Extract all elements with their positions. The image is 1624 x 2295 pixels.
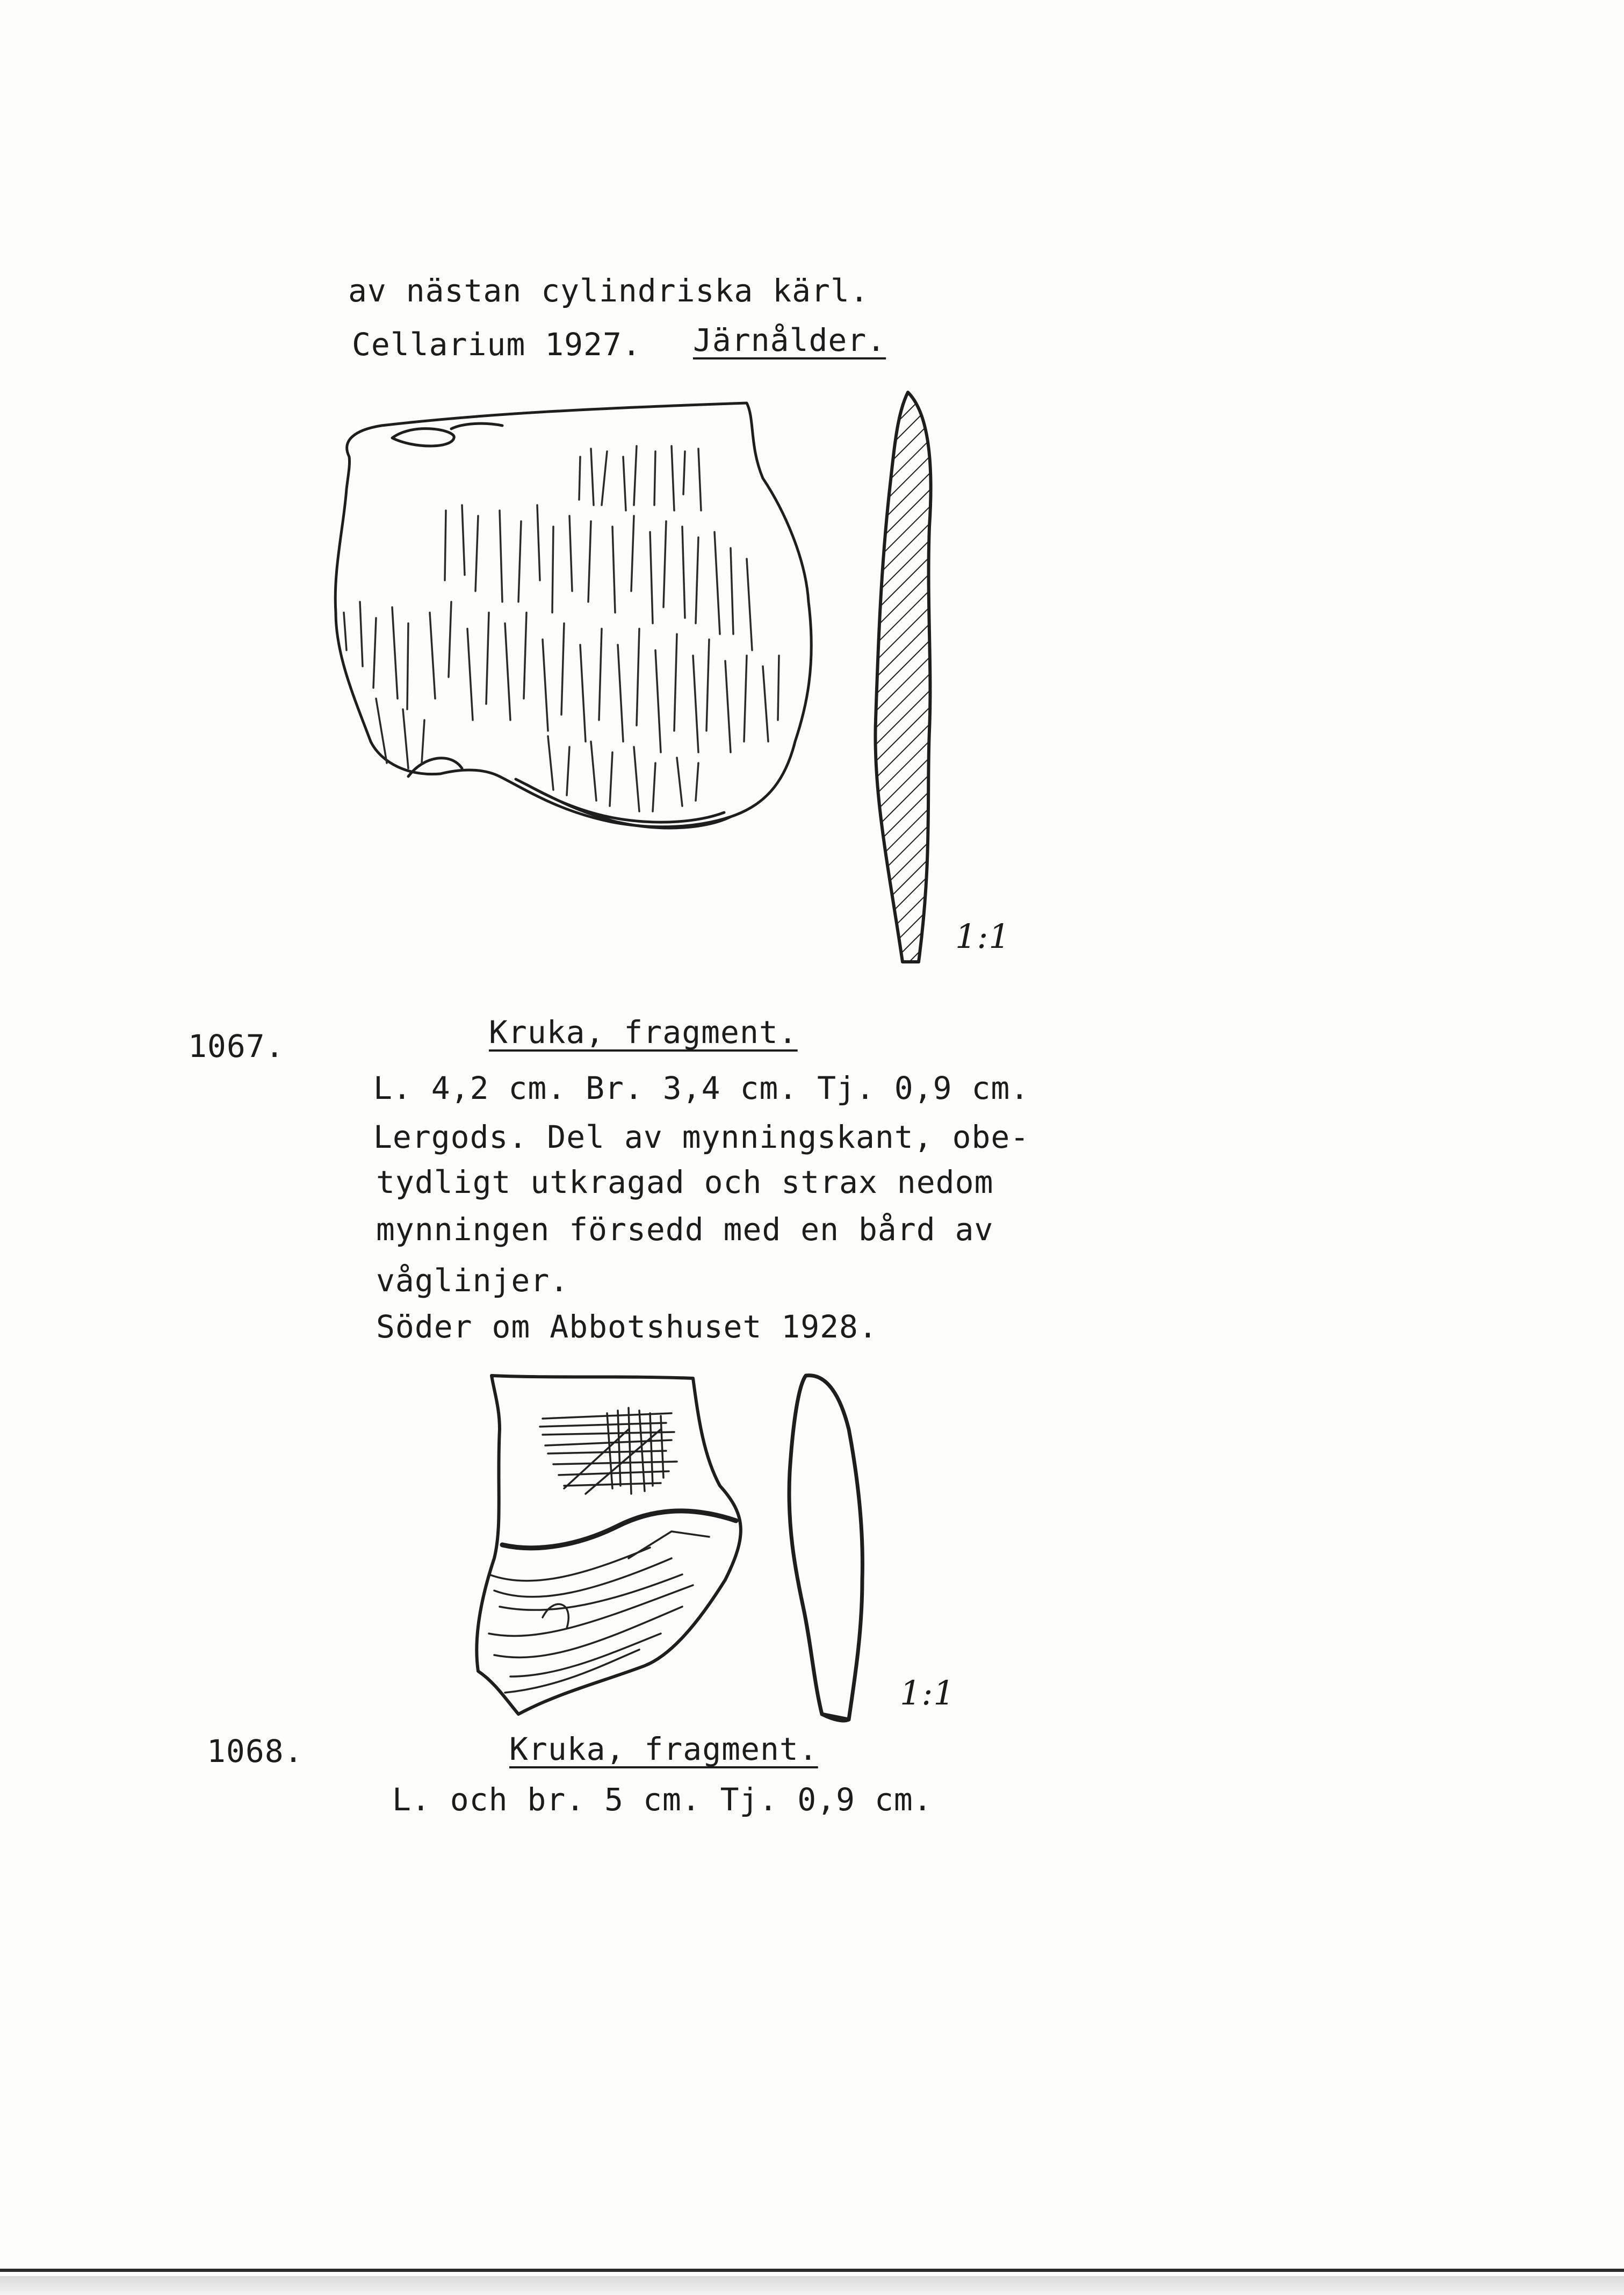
sherd-1068-front-drawing bbox=[467, 1365, 768, 1720]
entry-1067-line-5: våglinjer. bbox=[376, 1262, 569, 1299]
entry-1067-line-1: L. 4,2 cm. Br. 3,4 cm. Tj. 0,9 cm. bbox=[373, 1070, 1030, 1106]
entry-1068-line-1: L. och br. 5 cm. Tj. 0,9 cm. bbox=[392, 1781, 933, 1818]
page-bottom-shadow bbox=[0, 2276, 1624, 2295]
entry-1067-line-4: mynningen försedd med en bård av bbox=[376, 1211, 994, 1248]
entry-1067-line-6: Söder om Abbotshuset 1928. bbox=[376, 1308, 878, 1345]
page-bottom-rule bbox=[0, 2269, 1624, 2272]
entry-title-1068: Kruka, fragment. bbox=[509, 1731, 818, 1767]
entry-1067-line-3: tydligt utkragad och strax nedom bbox=[376, 1164, 994, 1200]
intro-line-2-place: Cellarium 1927. bbox=[352, 326, 641, 363]
entry-number-1067: 1067. bbox=[188, 1028, 285, 1064]
scale-label-1067: 1:1 bbox=[955, 917, 1011, 956]
sherd-1068-profile-drawing bbox=[768, 1365, 870, 1741]
intro-line-2-period: Järnålder. bbox=[693, 322, 886, 358]
entry-title-1067: Kruka, fragment. bbox=[489, 1014, 798, 1051]
scale-label-1068: 1:1 bbox=[900, 1673, 955, 1713]
sherd-1067-profile-drawing bbox=[865, 387, 951, 973]
entry-1067-line-2: Lergods. Del av mynningskant, obe- bbox=[373, 1119, 1030, 1155]
entry-number-1068: 1068. bbox=[207, 1733, 304, 1769]
intro-line-1: av nästan cylindriska kärl. bbox=[348, 272, 869, 309]
sherd-1067-front-drawing bbox=[322, 398, 817, 978]
